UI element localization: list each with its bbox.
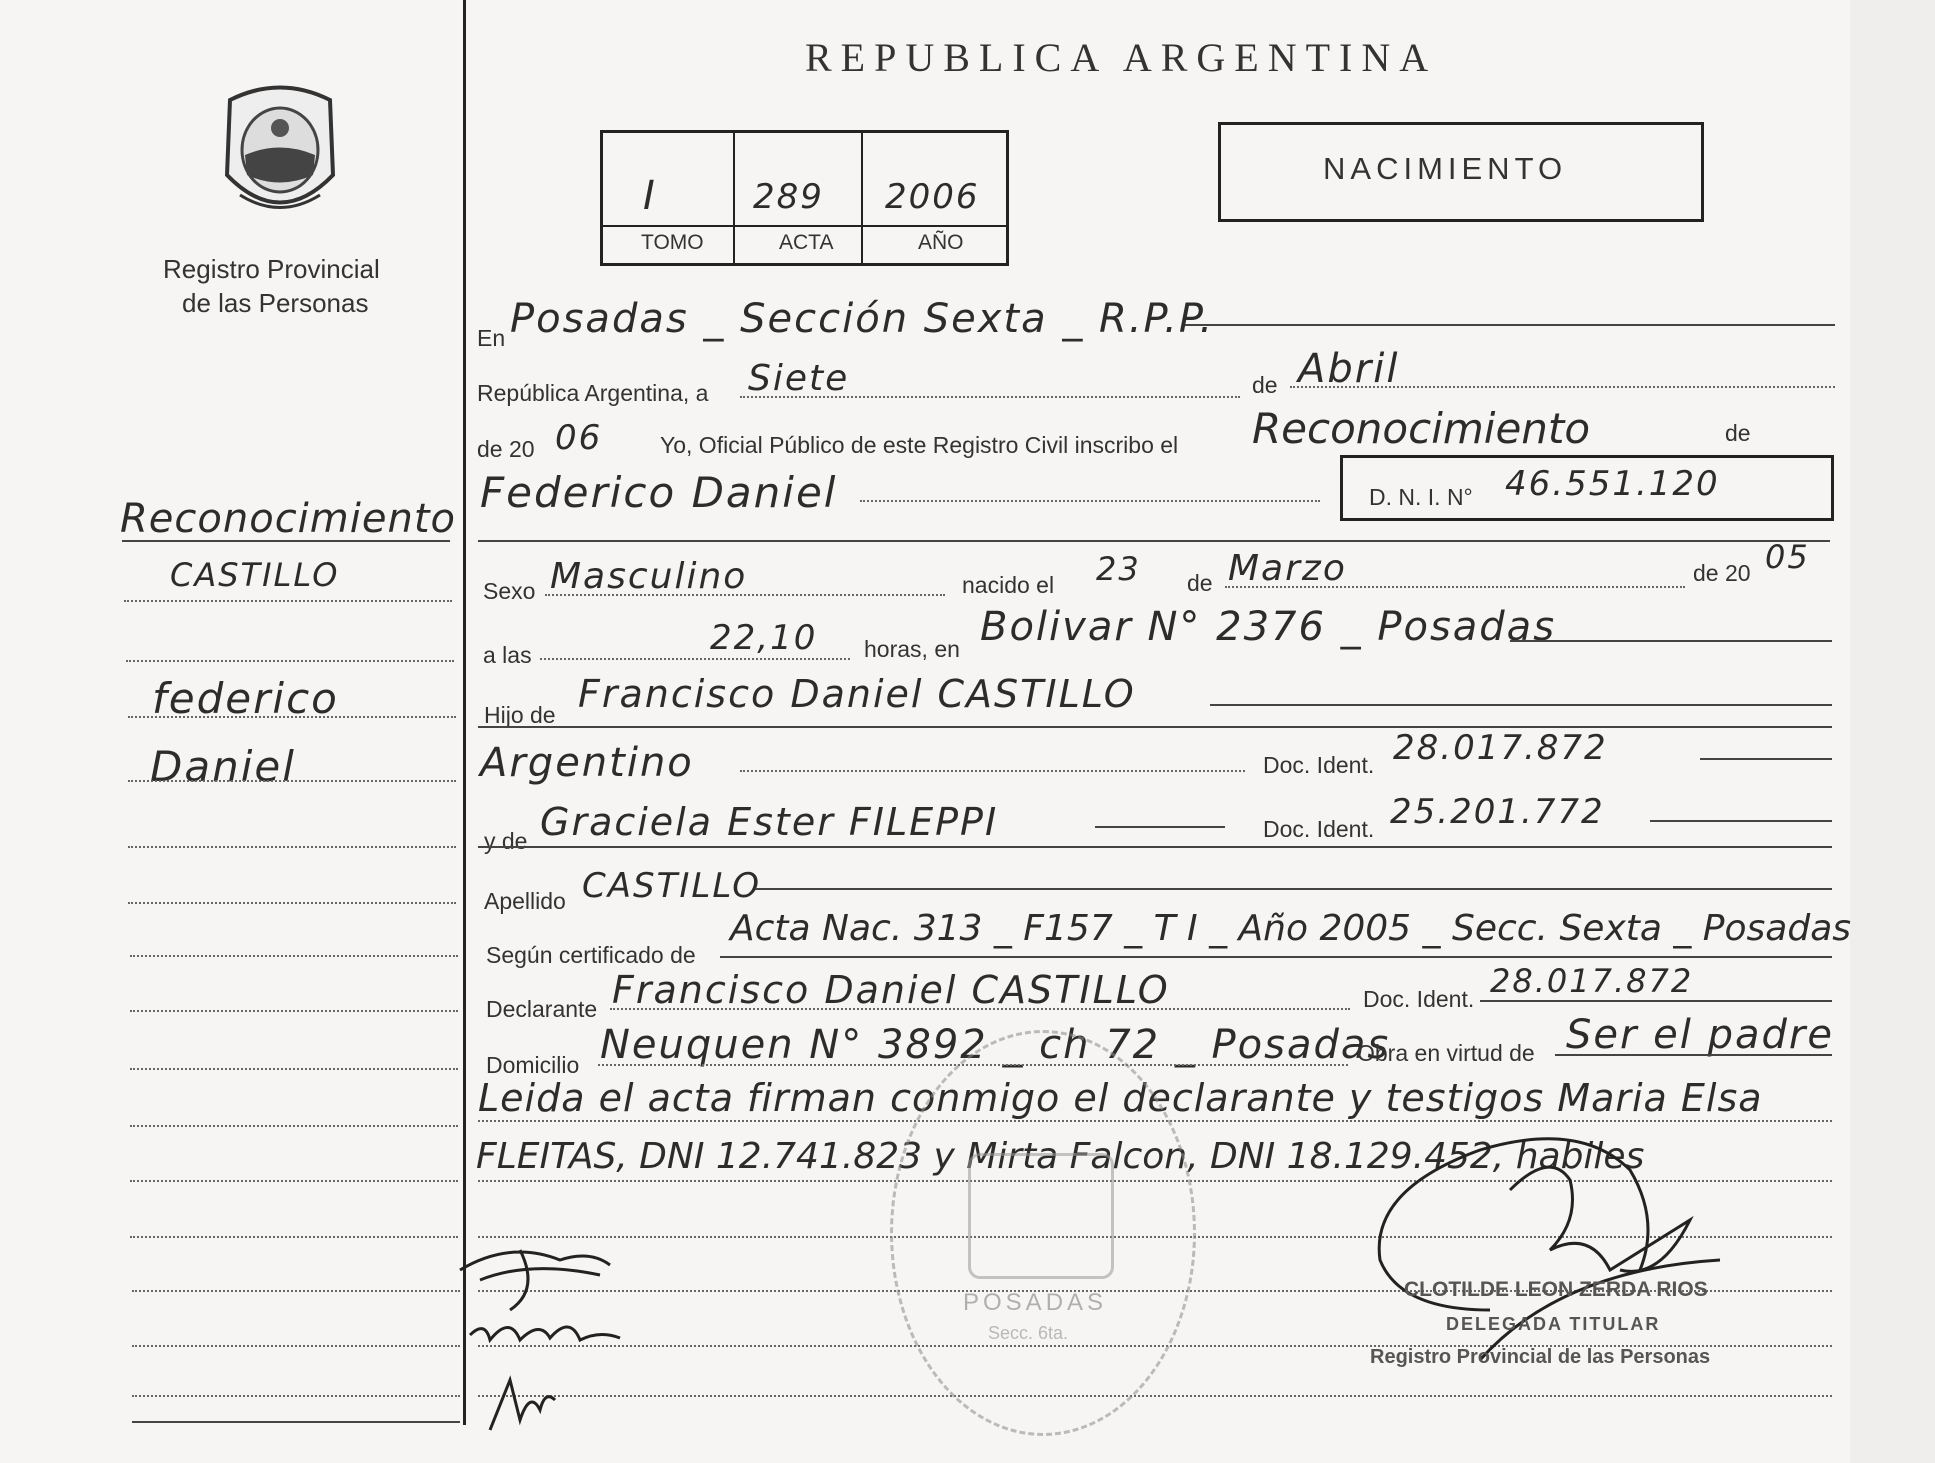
declarante-doc-value: 28.017.872 [1490, 962, 1694, 1000]
official-name: CLOTILDE LEON ZERDA RIOS [1404, 1278, 1708, 1301]
witness-signatures-icon [450, 1220, 680, 1450]
declarante-label: Declarante [486, 996, 598, 1022]
obra-label: Obra en virtud de [1357, 1040, 1535, 1066]
official-stamp [890, 1030, 1196, 1436]
horas-label: horas, en [864, 636, 960, 662]
margin-title: Reconocimiento [120, 496, 456, 542]
official-title: DELEGADA TITULAR [1446, 1314, 1661, 1334]
certificate-value: Acta Nac. 313 _ F157 _ T I _ Año 2005 _ Secc. Sexta _ Posadas [730, 908, 1852, 949]
y-de-label: y de [484, 828, 528, 854]
ano-label: AÑO [918, 231, 964, 254]
republica-label: República Argentina, a [477, 380, 709, 406]
domicilio-value: Neuquen N° 3892 _ ch 72 _ Posadas [600, 1022, 1391, 1068]
ano-value: 2006 [885, 177, 980, 217]
mother-doc-value: 25.201.772 [1390, 792, 1605, 832]
official-org: Registro Provincial de las Personas [1370, 1346, 1711, 1368]
act-type-label: NACIMIENTO [1323, 151, 1568, 186]
registry-name-line2: de las Personas [182, 288, 369, 318]
obra-value: Ser el padre [1566, 1012, 1834, 1058]
registry-name-line1: Registro Provincial [163, 254, 380, 284]
father-doc-value: 28.017.872 [1393, 728, 1608, 768]
tomo-label: TOMO [641, 231, 704, 254]
mother-value: Graciela Ester FILEPPI [540, 800, 999, 844]
place-value: Posadas _ Sección Sexta _ R.P.P. [510, 296, 1215, 342]
de-label-2: de [1725, 420, 1751, 446]
year-value: 06 [555, 418, 603, 458]
dni-value: 46.551.120 [1505, 464, 1720, 504]
free-text-line1: Leida el acta firman conmigo el declarante y testigos Maria Elsa [478, 1076, 1763, 1120]
birth-year-prefix: de 20 [1693, 560, 1751, 586]
a-las-label: a las [483, 642, 532, 668]
dni-box [1340, 455, 1834, 521]
segun-label: Según certificado de [486, 942, 696, 968]
margin-divider [463, 0, 466, 1425]
en-label: En [477, 325, 506, 351]
acta-label: ACTA [779, 231, 834, 254]
dni-label: D. N. I. N° [1369, 484, 1473, 510]
stamp-city: POSADAS [963, 1289, 1108, 1316]
act-type-box [1218, 122, 1704, 222]
father-value: Francisco Daniel CASTILLO [578, 672, 1136, 716]
full-name-value: Federico Daniel [480, 468, 838, 517]
margin-name1: federico [152, 674, 339, 723]
hijo-label: Hijo de [484, 702, 556, 728]
margin-surname: CASTILLO [170, 556, 340, 594]
stamp-sub: Secc. 6ta. [988, 1323, 1069, 1343]
tomo-value: I [643, 173, 657, 219]
birth-place-value: Bolivar N° 2376 _ Posadas [980, 604, 1557, 650]
nacido-label: nacido el [962, 572, 1055, 598]
province-seal [215, 80, 345, 225]
declarante-value: Francisco Daniel CASTILLO [612, 968, 1170, 1012]
birth-month-value: Marzo [1228, 548, 1347, 589]
domicilio-label: Domicilio [486, 1052, 580, 1078]
month-value: Abril [1298, 346, 1400, 392]
apellido-value: CASTILLO [582, 866, 761, 906]
acta-value: 289 [753, 177, 824, 217]
seal-icon [215, 80, 345, 225]
day-value: Siete [748, 358, 850, 399]
de-label-3: de [1187, 570, 1213, 596]
free-text-line2: FLEITAS, DNI 12.741.823 y Mirta Falcon, DNI 18.129.452, habiles [476, 1136, 1645, 1177]
declarante-doc-label: Doc. Ident. [1363, 986, 1475, 1012]
year-prefix: de 20 [477, 436, 535, 462]
father-nationality-value: Argentino [480, 740, 694, 786]
margin-name2: Daniel [150, 742, 296, 791]
sexo-label: Sexo [483, 578, 536, 604]
de-label: de [1252, 372, 1278, 398]
birth-day-value: 23 [1096, 550, 1141, 588]
mother-doc-label: Doc. Ident. [1263, 816, 1375, 842]
officer-label: Yo, Oficial Público de este Registro Civil inscribo el [660, 432, 1179, 458]
country-title: REPUBLICA ARGENTINA [805, 35, 1438, 80]
father-doc-label: Doc. Ident. [1263, 752, 1375, 778]
inscription-value: Reconocimiento [1252, 404, 1591, 453]
apellido-label: Apellido [484, 888, 566, 914]
birth-year-value: 05 [1765, 538, 1810, 576]
sexo-value: Masculino [550, 556, 748, 597]
reference-table [600, 130, 1009, 266]
time-value: 22,10 [710, 618, 818, 658]
